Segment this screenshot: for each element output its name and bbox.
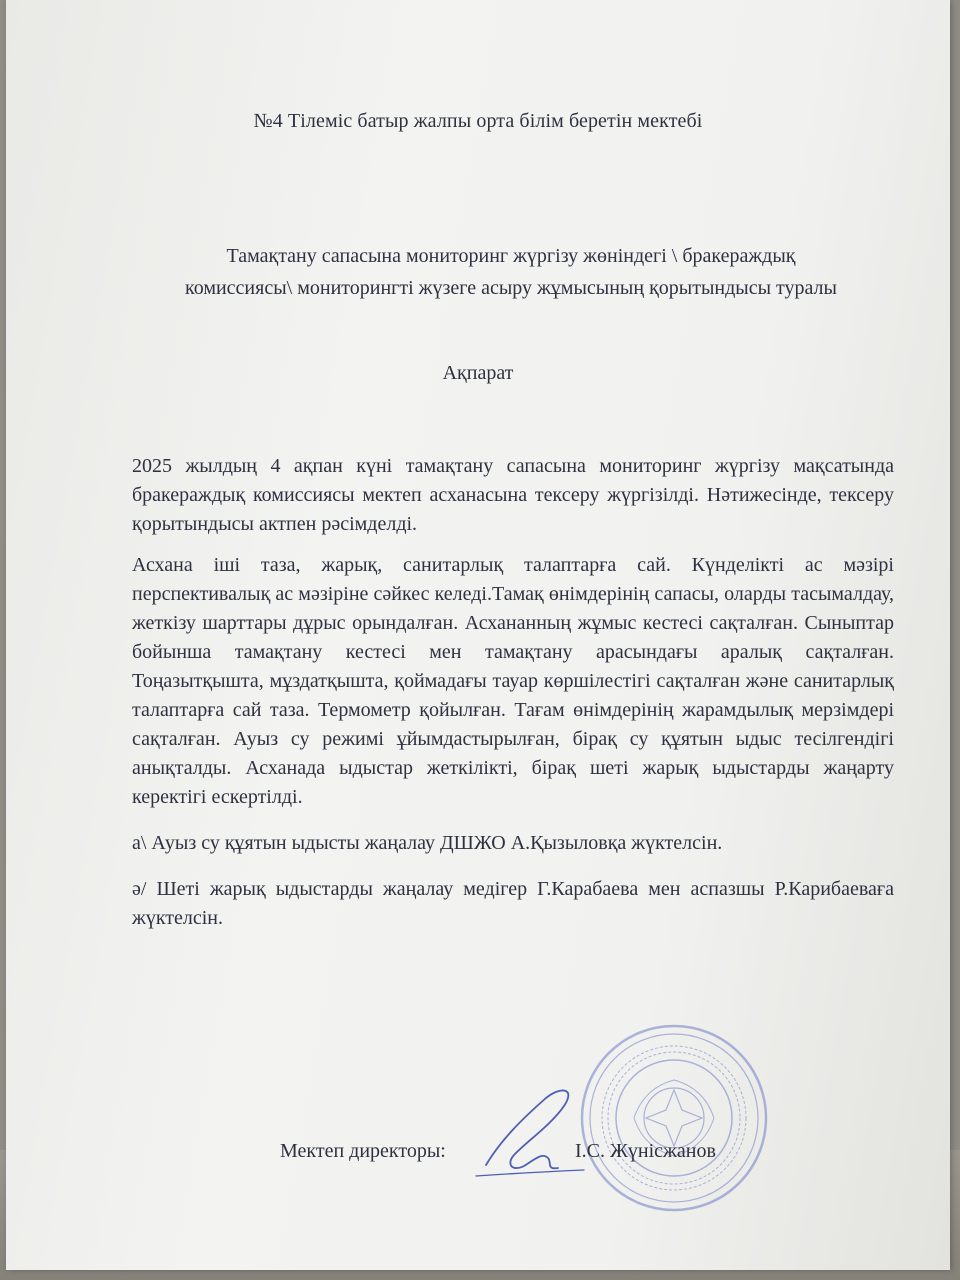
signature-name: І.С. Жүнісжанов bbox=[575, 1140, 716, 1162]
paragraph-intro: 2025 жылдың 4 ақпан күні тамақтану сапасына мониторинг жүргізу мақсатында бракераждық комиссиясы мектеп асханасына тексеру жүргізілді. Нәтижесінде, тексеру қорытындысы актпен рәсімделді. bbox=[132, 455, 894, 535]
paragraph-findings: Асхана іші таза, жарық, санитарлық талаптарға сай. Күнделікті ас мәзірі перспективалық ас мәзіріне сәйкес келеді.Тамақ өнімдерінің сапасы, оларды тасымалдау, жеткізу шарттары дұрыс орындалған. Асхананның жұмыс кестесі сақталған. Сыныптар бойынша тамақтану кестесі мен тамақтану арасындағы аралық сақталған. Тоңазытқышта, мұздатқышта, қоймадағы тауар көршілестігі сақталған және санитарлық талаптарға сай таза. Термометр қойылған. Тағам өнімдерінің жарамдылық мерзімдері сақталған. Ауыз су режимі ұйымдастырылған, бірақ су құятын ыдыс тесілгендігі анықталды. Асханада ыдыстар жеткілікті, бірақ шеті жарық ыдыстарды жаңарту керектігі ескертілді. bbox=[132, 554, 894, 808]
school-name: №4 Тілеміс батыр жалпы орта білім беретін мектебі bbox=[253, 110, 703, 132]
paragraph-instruction-a: а\ Ауыз су құятын ыдысты жаңалау ДШЖО А.Қызыловқа жүктелсін. bbox=[132, 832, 723, 854]
signature-block bbox=[6, 1140, 950, 1180]
document-title bbox=[126, 240, 896, 304]
official-seal-stamp bbox=[574, 1018, 774, 1218]
paragraph-instruction-b: ә/ Шеті жарық ыдыстарды жаңалау медігер Г.Карабаева мен аспазшы Р.Карибаеваға жүктелсін. bbox=[132, 878, 894, 929]
document-body bbox=[132, 452, 894, 945]
signature-role: Мектеп директоры: bbox=[280, 1140, 446, 1162]
document-heading: Ақпарат bbox=[442, 362, 514, 384]
document-page bbox=[6, 0, 950, 1270]
title-line-1: Тамақтану сапасына мониторинг жүргізу жөніндегі \ бракераждық bbox=[226, 245, 796, 267]
title-line-2: комиссиясы\ мониторингті жүзеге асыру жұмысының қорытындысы туралы bbox=[185, 277, 837, 299]
